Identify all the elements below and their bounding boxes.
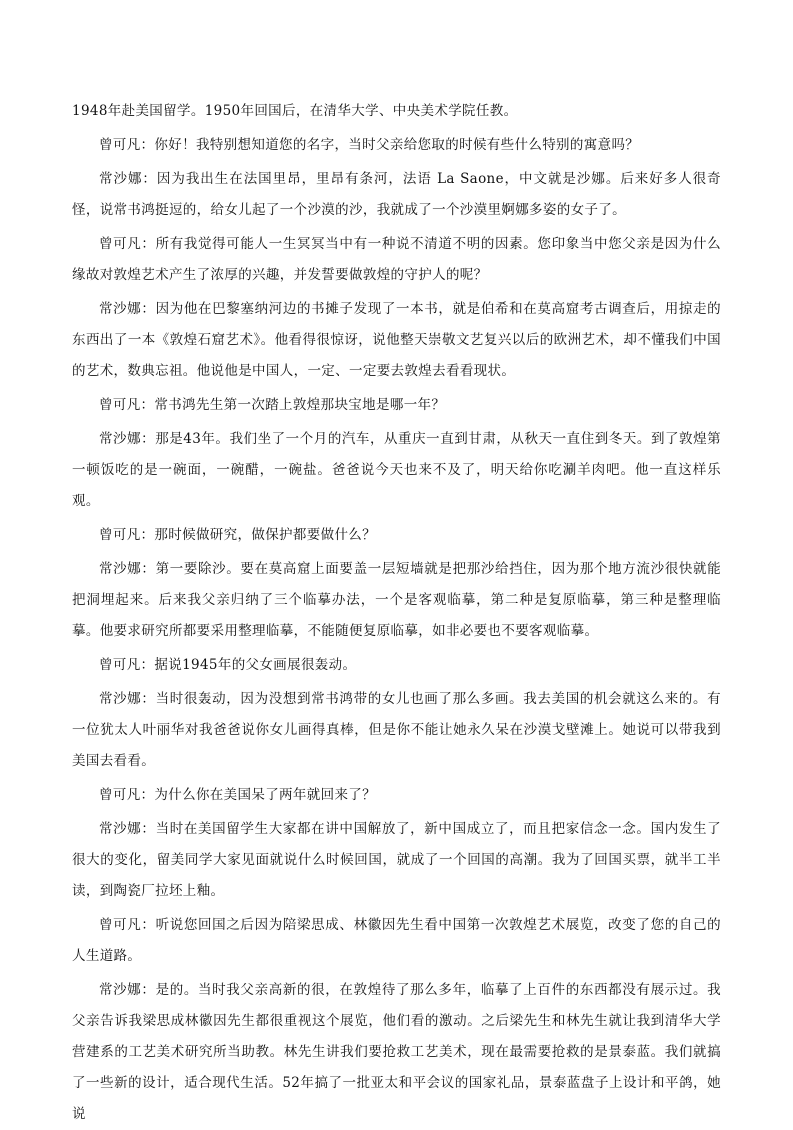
paragraph-question: 曾可凡：据说1945年的父女画展很轰动。 (99, 657, 357, 673)
paragraph-question: 曾可凡：所有我觉得可能人一生冥冥当中有一种说不清道不明的因素。您印象当中您父亲是因为什么缘故对敦煌艺术产生了浓厚的兴趣，并发誓要做敦煌的守护人的呢？ (72, 236, 721, 283)
paragraph-answer: 常沙娜：第一要除沙。要在莫高窟上面要盖一层短墙就是把那沙给挡住，因为那个地方流沙很快就能把洞埋起来。后来我父亲归纳了三个临摹办法，一个是客观临摹，第二种是复原临摹，第三种是整理临摹。他要求研究所都要采用整理临摹，不能随便复原临摹，如非必要也不要客观临摹。 (72, 561, 721, 639)
paragraph-answer: 常沙娜：当时很轰动，因为没想到常书鸿带的女儿也画了那么多画。我去美国的机会就这么来的。有一位犹太人叶丽华对我爸爸说你女儿画得真棒，但是你不能让她永久呆在沙漠戈壁滩上。她说可以带我到美国去看看。 (72, 691, 721, 769)
paragraph-answer: 常沙娜：因为我出生在法国里昂，里昂有条河，法语 La Saone，中文就是沙娜。后来好多人很奇怪，说常书鸿挺逗的，给女儿起了一个沙漠的沙，我就成了一个沙漠里婀娜多姿的女子了。 (72, 171, 721, 218)
paragraph-answer: 常沙娜：因为他在巴黎塞纳河边的书摊子发现了一本书，就是伯希和在莫高窟考古调查后，用掠走的东西出了一本《敦煌石窟艺术》。他看得很惊讶，说他整天崇敬文艺复兴以后的欧洲艺术，却不懂我们中国的艺术，数典忘祖。他说他是中国人，一定、一定要去敦煌去看看现状。 (72, 301, 721, 379)
paragraph-question: 曾可凡：你好！我特别想知道您的名字，当时父亲给您取的时候有些什么特别的寓意吗？ (99, 137, 640, 153)
paragraph-question: 曾可凡：那时候做研究，做保护都要做什么？ (99, 527, 376, 543)
paragraph-answer: 常沙娜：是的。当时我父亲高新的很，在敦煌待了那么多年，临摹了上百件的东西都没有展示过。我父亲告诉我梁思成林徽因先生都很重视这个展览，他们看的激动。之后梁先生和林先生就让我到清华大学营建系的工艺美术研究所当助教。林先生讲我们要抢救工艺美术，现在最需要抢救的是景泰蓝。我们就搞了一些新的设计，适合现代生活。52年搞了一批亚太和平会议的国家礼品，景泰蓝盘子上设计和平鸽，她说 (72, 982, 721, 1122)
paragraph-answer: 常沙娜：那是43年。我们坐了一个月的汽车，从重庆一直到甘肃，从秋天一直住到冬天。到了敦煌第一顿饭吃的是一碗面，一碗醋，一碗盐。爸爸说今天也来不及了，明天给你吃涮羊肉吧。他一直这样乐观。 (72, 431, 721, 509)
paragraph-question: 曾可凡：听说您回国之后因为陪梁思成、林徽因先生看中国第一次敦煌艺术展览，改变了您的自己的人生道路。 (72, 917, 721, 964)
paragraph-question: 曾可凡：为什么你在美国呆了两年就回来了？ (99, 787, 376, 803)
paragraph-answer: 常沙娜：当时在美国留学生大家都在讲中国解放了，新中国成立了，而且把家信念一念。国内发生了很大的变化，留美同学大家见面就说什么时候回国，就成了一个回国的高潮。我为了回国买票，就半工半读，到陶瓷厂拉坯上釉。 (72, 821, 721, 899)
paragraph-question: 曾可凡：常书鸿先生第一次踏上敦煌那块宝地是哪一年？ (99, 397, 446, 413)
paragraph-intro: 1948年赴美国留学。1950年回国后，在清华大学、中央美术学院任教。 (72, 103, 518, 119)
